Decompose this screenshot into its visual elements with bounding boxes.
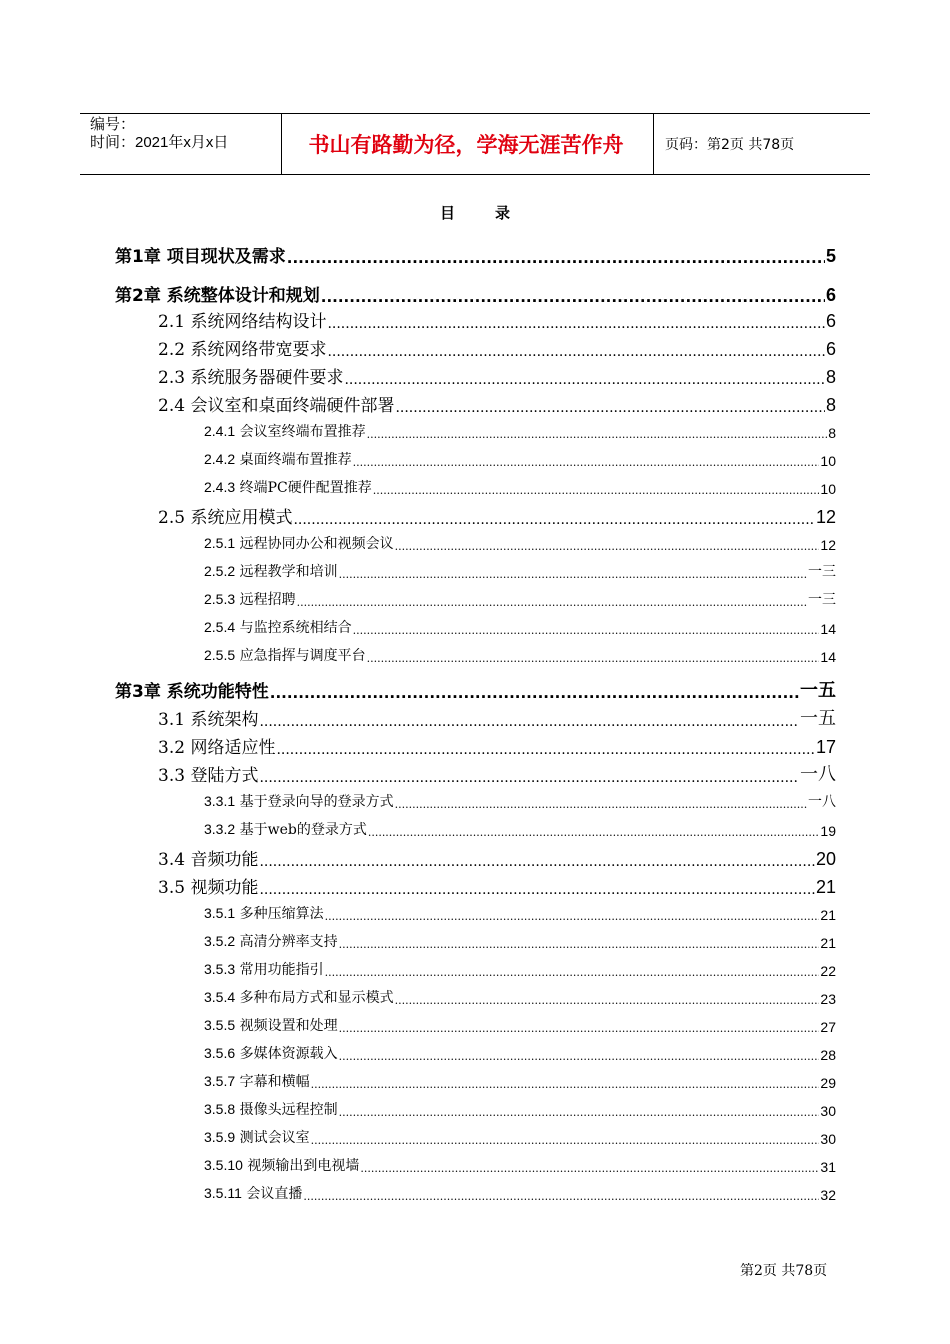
toc-entry-title bbox=[158, 873, 258, 898]
toc-entry-title bbox=[204, 1127, 310, 1147]
toc-entry-text: 基于web的登录方式 bbox=[239, 822, 367, 838]
toc-entry-text: 远程协同办公和视频会议 bbox=[239, 536, 394, 552]
toc-entry[interactable] bbox=[158, 308, 836, 332]
toc-entry-text: 系统网络结构设计 bbox=[190, 312, 327, 332]
toc-entry-number: 3.5.11 bbox=[204, 1185, 242, 1201]
toc-entry-page: 32 bbox=[820, 1187, 836, 1203]
toc-entry-title bbox=[204, 1015, 338, 1035]
toc-leader-dots bbox=[339, 1106, 820, 1119]
toc-entry[interactable] bbox=[204, 959, 836, 979]
toc-entry[interactable] bbox=[115, 282, 836, 306]
toc-entry-number: 2.3 bbox=[158, 368, 186, 388]
toc-entry[interactable] bbox=[204, 1099, 836, 1119]
toc-leader-dots bbox=[270, 684, 799, 702]
header-divider bbox=[653, 114, 654, 174]
toc-entry-page: 20 bbox=[815, 849, 836, 869]
toc-entry-page: 8 bbox=[825, 367, 836, 387]
toc-entry-title bbox=[204, 477, 372, 497]
toc-entry-text: 基于登录向导的登录方式 bbox=[239, 794, 394, 810]
toc-entry-number: 2.5.5 bbox=[204, 647, 236, 663]
toc-leader-dots bbox=[367, 428, 828, 441]
toc-entry-page: 29 bbox=[820, 1075, 836, 1091]
toc-entry[interactable] bbox=[204, 645, 836, 665]
toc-entry[interactable] bbox=[204, 449, 836, 469]
toc-entry-text: 登陆方式 bbox=[190, 766, 259, 786]
toc-entry-text: 系统整体设计和规划 bbox=[166, 286, 320, 306]
toc-entry-text: 视频设置和处理 bbox=[239, 1018, 338, 1034]
toc-entry-title bbox=[204, 959, 324, 979]
toc-entry-number: 3.4 bbox=[158, 850, 186, 870]
toc-entry-page: 21 bbox=[820, 935, 836, 951]
toc-entry[interactable] bbox=[204, 1071, 836, 1091]
toc-entry-number: 3.3.2 bbox=[204, 821, 236, 837]
toc-entry-title bbox=[204, 533, 394, 553]
toc-leader-dots bbox=[395, 798, 807, 811]
toc-leader-dots bbox=[259, 854, 815, 870]
toc-entry-page: 5 bbox=[825, 246, 836, 266]
header-page-info: 页码：第2页 共78页 bbox=[665, 137, 795, 153]
toc-entry-text: 桌面终端布置推荐 bbox=[239, 452, 352, 468]
toc-leader-dots bbox=[259, 882, 815, 898]
toc-entry-page: 10 bbox=[820, 453, 836, 469]
toc-leader-dots bbox=[353, 456, 820, 469]
toc-entry-page: 一八 bbox=[800, 764, 836, 784]
toc-entry-number: 3.5.5 bbox=[204, 1017, 236, 1033]
toc-leader-dots bbox=[303, 1190, 819, 1203]
toc-entry-number: 2.1 bbox=[158, 312, 186, 332]
toc-entry-number: 2.4 bbox=[158, 396, 186, 416]
toc-entry[interactable] bbox=[158, 734, 836, 758]
toc-entry-page: 27 bbox=[820, 1019, 836, 1035]
toc-entry-number: 3.5.9 bbox=[204, 1129, 236, 1145]
toc-entry-title bbox=[204, 1155, 359, 1175]
toc-entry-title bbox=[158, 761, 258, 786]
toc-entry-title bbox=[115, 677, 269, 702]
toc-entry-text: 常用功能指引 bbox=[239, 962, 324, 978]
toc-leader-dots bbox=[367, 652, 820, 665]
doc-date: 时间：2021年x月x日 bbox=[90, 134, 229, 151]
toc-entry[interactable] bbox=[204, 1015, 836, 1035]
toc-entry-text: 视频功能 bbox=[190, 878, 259, 898]
toc-entry-title bbox=[115, 242, 286, 267]
toc-entry[interactable] bbox=[204, 903, 836, 923]
toc-entry-title bbox=[204, 561, 338, 581]
toc-leader-dots bbox=[360, 1162, 819, 1175]
toc-entry-title bbox=[158, 307, 326, 332]
toc-entry-number: 3.1 bbox=[158, 710, 186, 730]
toc-entry-number: 3.5.2 bbox=[204, 933, 236, 949]
toc-leader-dots bbox=[395, 994, 820, 1007]
toc-entry-number: 3.3 bbox=[158, 766, 186, 786]
toc-entry-number: 2.5 bbox=[158, 508, 186, 528]
toc-entry-page: 31 bbox=[820, 1159, 836, 1175]
toc-entry-text: 测试会议室 bbox=[239, 1130, 310, 1146]
toc-entry-text: 会议室和桌面终端硬件部署 bbox=[190, 396, 395, 416]
toc-entry-text: 系统网络带宽要求 bbox=[190, 340, 327, 360]
toc-entry-page: 19 bbox=[820, 823, 836, 839]
toc-entry-text: 系统应用模式 bbox=[190, 508, 293, 528]
toc-entry-text: 字幕和横幅 bbox=[239, 1074, 310, 1090]
toc-entry-title bbox=[204, 421, 366, 441]
toc-leader-dots bbox=[287, 249, 825, 267]
toc-entry-title bbox=[204, 931, 338, 951]
toc-entry-page: 28 bbox=[820, 1047, 836, 1063]
toc-leader-dots bbox=[395, 540, 820, 553]
toc-entry[interactable] bbox=[204, 987, 836, 1007]
toc-entry-number: 2.5.3 bbox=[204, 591, 236, 607]
toc-entry-number: 3.5 bbox=[158, 878, 186, 898]
toc-leader-dots bbox=[276, 742, 815, 758]
header-meta bbox=[90, 116, 280, 152]
toc-entry-page: 21 bbox=[815, 877, 836, 897]
toc-entry-text: 多媒体资源载入 bbox=[239, 1046, 338, 1062]
toc-entry-text: 远程招聘 bbox=[239, 592, 296, 608]
toc-entry[interactable] bbox=[204, 1183, 836, 1203]
toc-entry[interactable] bbox=[204, 561, 836, 581]
toc-entry-text: 高清分辨率支持 bbox=[239, 934, 338, 950]
toc-entry-title bbox=[204, 1071, 310, 1091]
toc-entry-text: 系统服务器硬件要求 bbox=[190, 368, 344, 388]
toc-leader-dots bbox=[311, 1078, 820, 1091]
toc-entry[interactable] bbox=[204, 931, 836, 951]
toc-entry-number: 3.5.4 bbox=[204, 989, 236, 1005]
toc-entry-number: 2.4.1 bbox=[204, 423, 236, 439]
toc-leader-dots bbox=[368, 826, 820, 839]
toc-entry-page: 一三 bbox=[808, 563, 836, 579]
toc-entry-title bbox=[204, 1043, 338, 1063]
header-motto: 书山有路勤为径，学海无涯苦作舟 bbox=[308, 133, 624, 157]
toc-entry[interactable] bbox=[204, 791, 836, 811]
toc-entry-number: 3.5.7 bbox=[204, 1073, 236, 1089]
toc-leader-dots bbox=[344, 372, 825, 388]
toc-leader-dots bbox=[339, 1022, 820, 1035]
toc-entry-number: 2.2 bbox=[158, 340, 186, 360]
toc-entry-page: 12 bbox=[815, 507, 836, 527]
toc-leader-dots bbox=[259, 770, 799, 786]
toc-entry-text: 应急指挥与调度平台 bbox=[239, 648, 366, 664]
toc-entry-number: 3.2 bbox=[158, 738, 186, 758]
toc-leader-dots bbox=[339, 568, 807, 581]
toc-entry-text: 网络适应性 bbox=[190, 738, 276, 758]
toc-entry-page: 10 bbox=[820, 481, 836, 497]
toc-entry-number: 3.5.3 bbox=[204, 961, 236, 977]
toc-leader-dots bbox=[395, 400, 825, 416]
toc-entry-page: 6 bbox=[825, 311, 836, 331]
toc-entry[interactable] bbox=[158, 762, 836, 786]
toc-entry-page: 6 bbox=[825, 285, 836, 305]
toc-entry-text: 会议室终端布置推荐 bbox=[239, 424, 366, 440]
toc-entry-number: 2.4.2 bbox=[204, 451, 236, 467]
toc-entry-title bbox=[115, 281, 320, 306]
toc-entry-page: 一五 bbox=[800, 708, 836, 728]
toc-entry-page: 21 bbox=[820, 907, 836, 923]
toc-leader-dots bbox=[311, 1134, 820, 1147]
toc-entry-text: 终端PC硬件配置推荐 bbox=[239, 480, 372, 496]
toc-entry-text: 会议直播 bbox=[246, 1186, 303, 1202]
toc-entry-text: 系统功能特性 bbox=[166, 682, 269, 702]
toc-entry-page: 8 bbox=[825, 395, 836, 415]
toc-leader-dots bbox=[297, 596, 807, 609]
toc-leader-dots bbox=[321, 288, 825, 306]
toc-entry[interactable] bbox=[158, 336, 836, 360]
toc-entry-page: 6 bbox=[825, 339, 836, 359]
toc-entry-title bbox=[204, 987, 394, 1007]
toc-title: 目录 bbox=[439, 204, 550, 222]
toc-leader-dots bbox=[327, 316, 825, 332]
toc-entry[interactable] bbox=[204, 421, 836, 441]
toc-entry-title bbox=[204, 645, 366, 665]
toc-entry-text: 多种布局方式和显示模式 bbox=[239, 990, 394, 1006]
toc-entry-number: 第1章 bbox=[115, 247, 161, 267]
toc-entry-page: 一三 bbox=[808, 591, 836, 607]
toc-entry[interactable] bbox=[204, 819, 836, 839]
toc-entry-page: 30 bbox=[820, 1103, 836, 1119]
toc-entry-page: 22 bbox=[820, 963, 836, 979]
toc-entry-page: 8 bbox=[828, 425, 836, 441]
toc-entry-text: 音频功能 bbox=[190, 850, 259, 870]
toc-entry[interactable] bbox=[115, 678, 836, 702]
toc-entry[interactable] bbox=[204, 1043, 836, 1063]
toc-leader-dots bbox=[325, 910, 820, 923]
toc-entry-page: 30 bbox=[820, 1131, 836, 1147]
toc-entry-title bbox=[204, 449, 352, 469]
toc-entry[interactable] bbox=[158, 874, 836, 898]
toc-entry-number: 第3章 bbox=[115, 682, 161, 702]
toc-entry-title bbox=[204, 819, 367, 839]
toc-entry-title bbox=[158, 705, 258, 730]
toc-entry-title bbox=[204, 791, 394, 811]
toc-leader-dots bbox=[339, 1050, 820, 1063]
toc-entry[interactable] bbox=[204, 533, 836, 553]
toc-entry-number: 2.4.3 bbox=[204, 479, 236, 495]
toc-entry-title bbox=[158, 335, 326, 360]
toc-entry-text: 视频输出到电视墙 bbox=[247, 1158, 360, 1174]
toc-entry-number: 2.5.2 bbox=[204, 563, 236, 579]
toc-entry-title bbox=[158, 503, 292, 528]
toc-leader-dots bbox=[339, 938, 820, 951]
toc-entry-title bbox=[158, 733, 275, 758]
toc-entry-page: 一八 bbox=[808, 793, 836, 809]
toc-entry-text: 项目现状及需求 bbox=[166, 247, 286, 267]
toc-entry-title bbox=[204, 589, 296, 609]
toc-entry-text: 与监控系统相结合 bbox=[239, 620, 352, 636]
toc-entry-page: 14 bbox=[820, 649, 836, 665]
doc-code-label: 编号： bbox=[90, 116, 136, 133]
toc-entry[interactable] bbox=[158, 504, 836, 528]
toc-entry-page: 14 bbox=[820, 621, 836, 637]
toc-entry-number: 3.3.1 bbox=[204, 793, 236, 809]
toc-entry-number: 2.5.1 bbox=[204, 535, 236, 551]
toc-entry[interactable] bbox=[204, 477, 836, 497]
toc-leader-dots bbox=[373, 484, 820, 497]
toc-entry-title bbox=[158, 845, 258, 870]
toc-entry[interactable] bbox=[204, 589, 836, 609]
toc-entry-page: 一五 bbox=[800, 680, 836, 700]
page-header bbox=[80, 113, 870, 175]
toc-entry-title bbox=[204, 1099, 338, 1119]
toc-entry[interactable] bbox=[204, 617, 836, 637]
toc-leader-dots bbox=[327, 344, 825, 360]
toc-entry-text: 远程教学和培训 bbox=[239, 564, 338, 580]
toc-entry-number: 第2章 bbox=[115, 286, 161, 306]
toc-entry-number: 3.5.10 bbox=[204, 1157, 243, 1173]
toc-entry[interactable] bbox=[204, 1155, 836, 1175]
toc-entry-title bbox=[158, 391, 394, 416]
toc-entry-text: 多种压缩算法 bbox=[239, 906, 324, 922]
toc-leader-dots bbox=[293, 512, 815, 528]
toc-entry-number: 2.5.4 bbox=[204, 619, 236, 635]
toc-leader-dots bbox=[259, 714, 799, 730]
toc-entry-number: 3.5.1 bbox=[204, 905, 236, 921]
toc-entry-number: 3.5.8 bbox=[204, 1101, 236, 1117]
toc-entry[interactable] bbox=[158, 364, 836, 388]
toc-entry-title bbox=[204, 617, 352, 637]
toc-entry-title bbox=[204, 903, 324, 923]
toc-leader-dots bbox=[325, 966, 820, 979]
toc-entry-page: 23 bbox=[820, 991, 836, 1007]
toc-entry-text: 摄像头远程控制 bbox=[239, 1102, 338, 1118]
toc-entry-page: 17 bbox=[815, 737, 836, 757]
toc-entry-number: 3.5.6 bbox=[204, 1045, 236, 1061]
toc-entry[interactable] bbox=[158, 706, 836, 730]
toc-entry-page: 12 bbox=[820, 537, 836, 553]
page-footer: 第2页 共78页 bbox=[740, 1263, 828, 1279]
toc-entry[interactable] bbox=[158, 392, 836, 416]
toc-entry-title bbox=[158, 363, 343, 388]
toc-entry[interactable] bbox=[158, 846, 836, 870]
toc-entry-title bbox=[204, 1183, 302, 1203]
toc-leader-dots bbox=[353, 624, 820, 637]
toc-entry[interactable] bbox=[115, 243, 836, 267]
toc-entry[interactable] bbox=[204, 1127, 836, 1147]
toc-entry-text: 系统架构 bbox=[190, 710, 259, 730]
